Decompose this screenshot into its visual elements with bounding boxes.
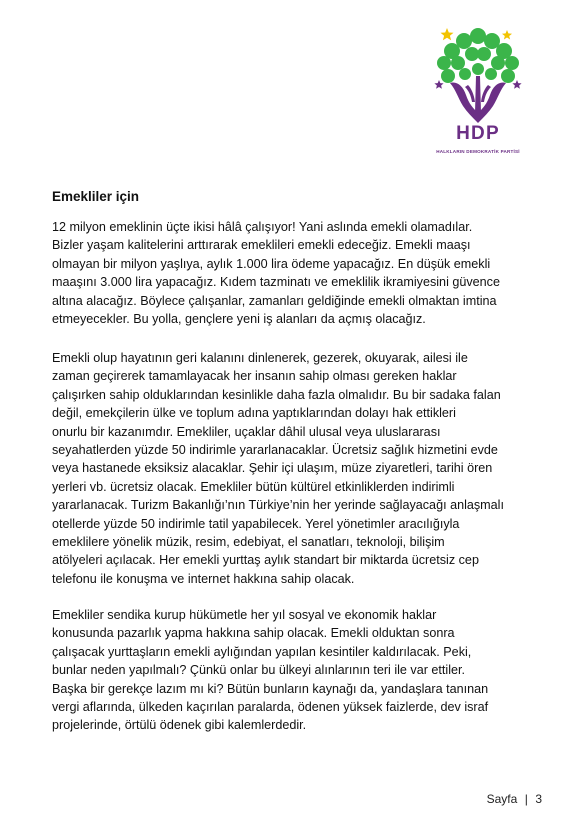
page-footer xyxy=(487,791,542,807)
tree-logo-icon xyxy=(432,22,524,126)
paragraph-line: çalışacak yurttaşların emekli aylığından yapılan kesintiler kaldırılacak. Peki, xyxy=(52,644,472,659)
paragraph-line: onurlu bir kazanımdır. Emekliler, uçaklar dâhil ulusal veya uluslararası xyxy=(52,424,441,439)
paragraph-line: projelerinde, örtülü ödenek gibi kalemlerdedir. xyxy=(52,718,307,733)
paragraph-line: altına alacağız. Böylece çalışanlar, zamanları geldiğinde emekli olmaktan imtina xyxy=(52,293,497,308)
paragraph-line: konusunda pazarlık yapma hakkına sahip olacak. Emekli olduktan sonra xyxy=(52,626,455,641)
paragraph-line: zaman geçirerek tamamlayacak her insanın sahip olması gereken haklar xyxy=(52,369,457,384)
page-label: Sayfa xyxy=(486,792,518,806)
paragraph-line: olmayan bir milyon yaşlıya, aylık 1.000 lira ödeme yapacağız. En düşük emekli xyxy=(52,256,491,271)
paragraph-3 xyxy=(52,606,527,735)
paragraph-line: yerleri vb. ücretsiz olacak. Emekliler bütün kültürel etkinliklerden indirimli xyxy=(52,479,455,494)
paragraph-line: telefonu ile konuşma ve internet hakkına sahip olacak. xyxy=(52,571,355,586)
paragraph-line: çalışırken sahip olduklarından kesinlikle daha fazla olmalıdır. Bu bir sadaka falan xyxy=(52,387,501,402)
paragraph-line: atölyeleri açılacak. Her emekli yurttaş aylık standart bir miktarda ücretsiz cep xyxy=(52,553,479,568)
paragraph-line: Başka bir gerekçe lazım mı ki? Bütün bunların kaynağı da, yandaşlara tanınan xyxy=(52,681,489,696)
logo-subtitle: HALKLARIN DEMOKRATİK PARTİSİ xyxy=(436,149,520,154)
paragraph-line: otellerde yüzde 50 indirimle tatil yapabilecek. Yerel yönetimler aracılığıyla xyxy=(52,516,460,531)
paragraph-line: seyahatlerden yüzde 50 indirimle yararlanacaklar. Ücretsiz sağlık hizmetini evde xyxy=(52,443,498,458)
page-number: 3 xyxy=(535,792,542,806)
paragraph-line: emeklilere yönelik müzik, resim, edebiyat, el sanatları, teknoloji, bilişim xyxy=(52,535,445,550)
paragraph-line: Emekliler sendika kurup hükümetle her yıl sosyal ve ekonomik haklar xyxy=(52,608,437,622)
hdp-logo xyxy=(432,22,524,158)
section-heading: Emekliler için xyxy=(52,189,140,204)
paragraph-line: bunlar neden yapılmalı? Çünkü onlar bu ülkeyi alınlarının teri ile var ettiler. xyxy=(52,663,466,678)
page-separator: | xyxy=(524,792,528,806)
paragraph-line: veya hastanede eksiksiz alacaklar. Şehir içi ulaşım, müze ziyaretleri, tarihi ören xyxy=(52,461,493,476)
paragraph-line: 12 milyon emeklinin üçte ikisi hâlâ çalışıyor! Yani aslında emekli olamadılar. xyxy=(52,220,473,234)
paragraph-1 xyxy=(52,218,527,328)
paragraph-2 xyxy=(52,349,527,588)
paragraph-line: maaşını 3.000 lira yapacağız. Kıdem tazminatı ve emeklilik ikramiyesini güvence xyxy=(52,275,500,290)
paragraph-line: değil, emekçilerin ülke ve toplum adına yaptıklarından dolayı hak ettikleri xyxy=(52,406,456,421)
logo-title: HDP xyxy=(456,123,500,144)
paragraph-line: yararlanacak. Turizm Bakanlığı’nın Türkiye’nin her yerinde sağlayacağı anlaşmalı xyxy=(52,498,504,513)
paragraph-line: Emekli olup hayatının geri kalanını dinlenerek, gezerek, okuyarak, ailesi ile xyxy=(52,351,468,365)
paragraph-line: vergi aflarında, ülkeden kaçırılan paralarda, ödenen yüksek faizlerde, dev israf xyxy=(52,700,489,715)
paragraph-line: Bizler yaşam kalitelerini arttırarak emeklileri emekli edeceğiz. Emekli maaşı xyxy=(52,238,471,253)
paragraph-line: etmeyecekler. Bu yolla, gençlere yeni iş alanları da açmış olacağız. xyxy=(52,312,426,327)
